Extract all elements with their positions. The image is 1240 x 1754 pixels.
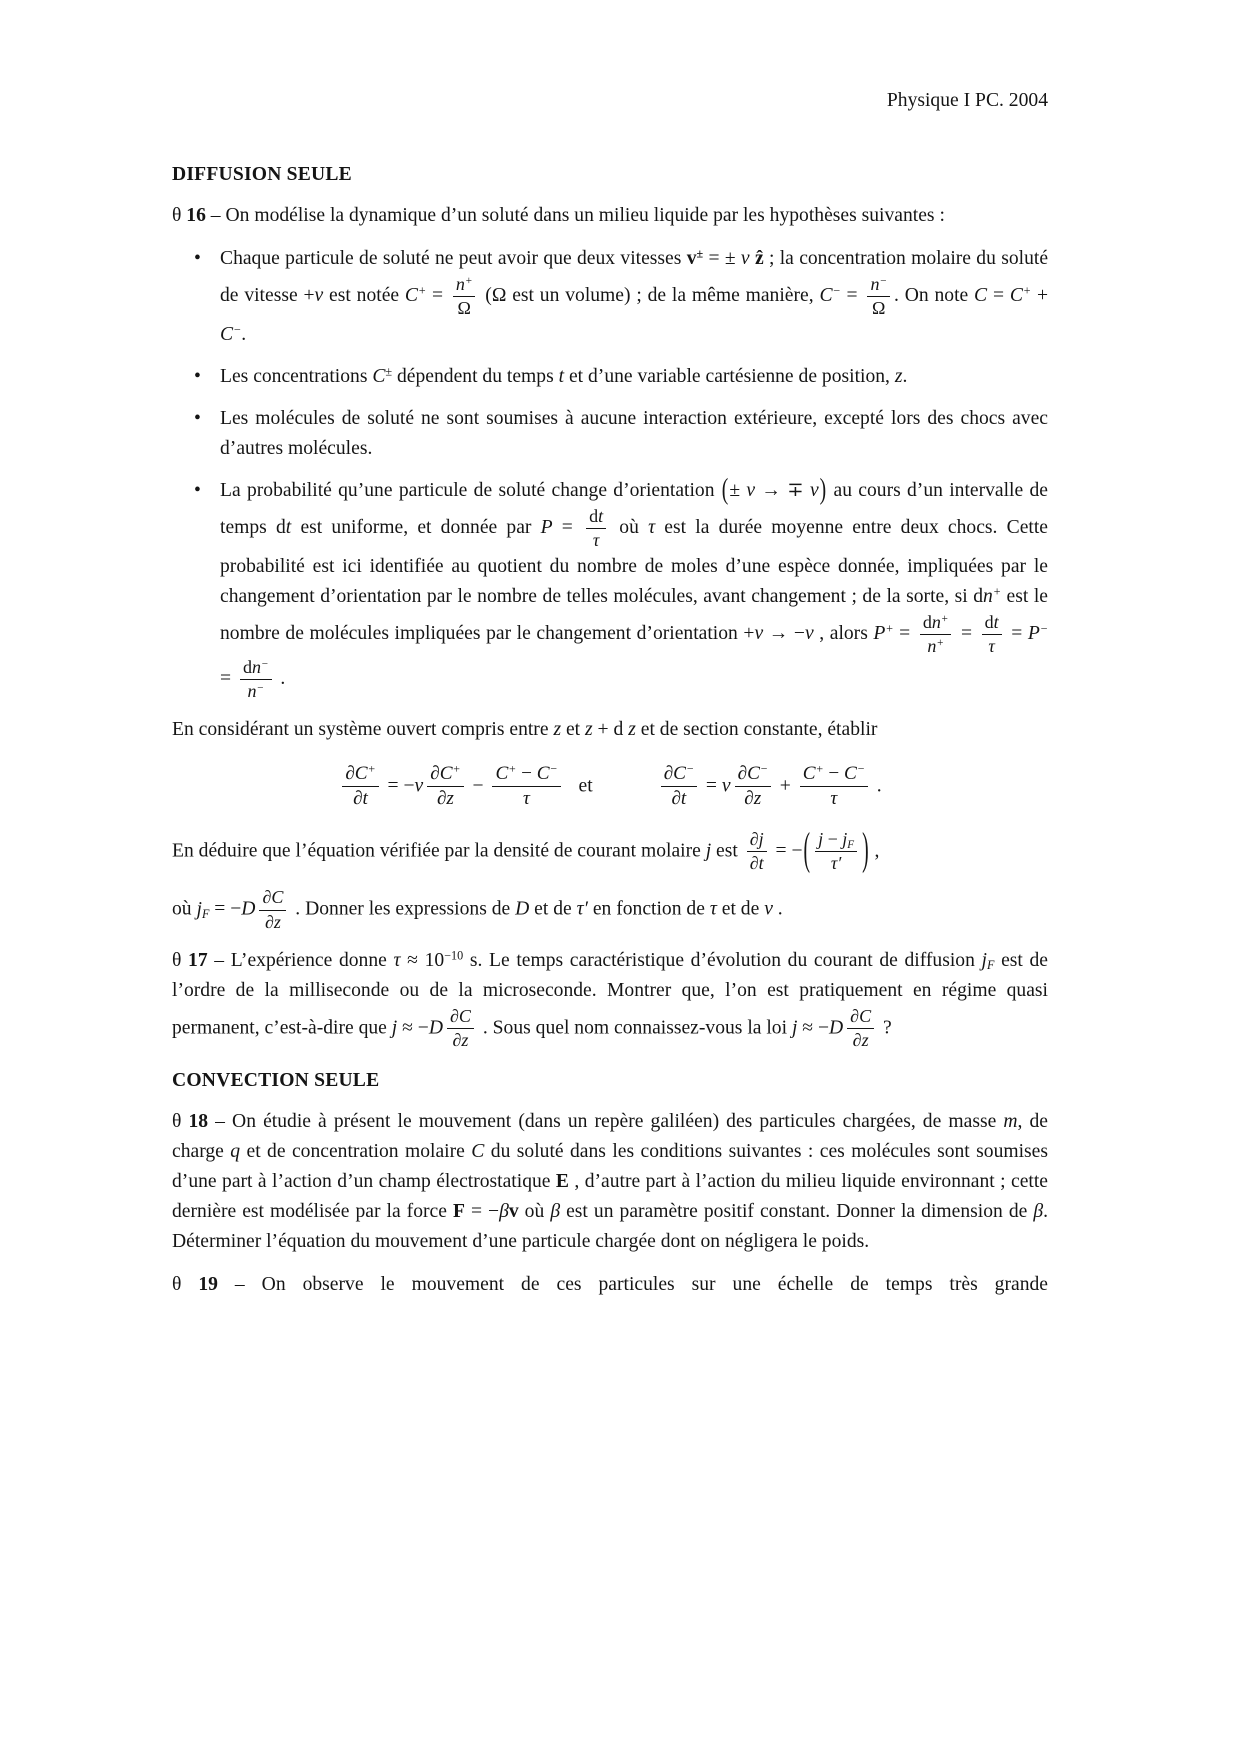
text-run: Ω	[872, 298, 886, 319]
math-run: t	[285, 517, 292, 539]
text-run: ≈ $10^{-10}$	[400, 948, 464, 971]
math-run: C−	[819, 283, 841, 307]
bold-run: 16	[186, 205, 206, 226]
bullet-icon: •	[194, 248, 201, 269]
text-run: = −	[464, 1200, 500, 1222]
text-run: au cours d’un intervalle de temps d	[220, 479, 1048, 539]
text-run: −	[467, 775, 489, 797]
fraction	[815, 829, 857, 875]
bullet-icon: •	[194, 407, 201, 429]
text-run: Ω	[457, 298, 471, 319]
text-run: Les molécules de soluté ne sont soumises à aucune interaction extérieure, excepté lors des chocs avec d’autres molécules.	[220, 407, 1048, 459]
math-run: t	[598, 506, 604, 527]
fraction-bar	[661, 786, 697, 787]
text-run: ∂	[262, 887, 272, 908]
numerator	[815, 829, 857, 850]
text-run: et de	[716, 898, 765, 920]
denominator	[869, 298, 888, 319]
numerator	[735, 763, 771, 786]
text-run: et	[578, 775, 593, 797]
denominator	[747, 853, 767, 874]
math-run: t	[362, 788, 368, 810]
math-run: $j_F$	[842, 828, 855, 851]
bullet-icon: •	[194, 365, 201, 387]
text-run: où	[610, 517, 649, 539]
math-run: C	[458, 1006, 471, 1026]
text-run: et de section constante, établir	[635, 718, 878, 740]
text-run: d	[922, 611, 932, 632]
text-run: est notée	[323, 285, 405, 307]
fraction-bar	[342, 786, 378, 787]
text-run: =	[840, 285, 864, 307]
text-run: θ	[172, 1110, 189, 1132]
text-run: d	[984, 611, 994, 632]
text-run: est uniforme, et donnée par	[291, 517, 541, 539]
math-run: z	[861, 1030, 869, 1051]
numerator	[847, 1006, 874, 1027]
text-run: .	[772, 898, 783, 920]
math-run: n−	[247, 681, 264, 702]
text-run: ∂	[737, 762, 748, 784]
math-run: τ	[988, 635, 995, 656]
text-run: θ	[172, 205, 187, 226]
math-run: m	[1003, 1110, 1018, 1132]
math-run: n−	[251, 657, 269, 678]
fraction	[867, 274, 890, 320]
denominator	[828, 853, 844, 874]
math-run: v	[414, 775, 424, 797]
text-run: = −	[209, 898, 242, 920]
fraction	[747, 829, 767, 875]
big-paren: )	[819, 474, 827, 507]
text-run: d	[242, 657, 252, 678]
fraction-bar	[982, 634, 1002, 635]
fraction-bar	[492, 786, 560, 787]
math-run: n+	[927, 635, 944, 656]
bullet-item	[172, 404, 1048, 464]
numerator	[920, 612, 952, 633]
text-run: .	[241, 323, 247, 345]
denominator	[262, 912, 284, 933]
math-run: v	[764, 898, 773, 920]
math-run: v	[746, 479, 756, 501]
fraction-bar	[240, 679, 272, 680]
text-run: En déduire que l’équation vérifiée par la densité de courant molaire	[172, 840, 706, 862]
text-run: ∂	[430, 762, 440, 784]
math-run: C−	[220, 321, 242, 345]
text-run: – On observe le mouvement de ces particules sur une échelle de temps très grande	[217, 1273, 1048, 1295]
text-run: dépendent du temps	[392, 365, 559, 387]
paragraph	[172, 715, 1048, 745]
fraction-bar	[847, 1028, 874, 1029]
text-run: −	[516, 762, 537, 784]
math-run: z	[461, 1030, 469, 1051]
numerator	[586, 506, 606, 527]
math-run: n+	[455, 274, 473, 294]
text-run: et de	[529, 898, 577, 920]
big-paren: (	[721, 474, 729, 507]
fraction-bar	[735, 786, 771, 787]
math-run: z	[894, 365, 903, 387]
math-run: C+	[495, 761, 517, 784]
text-run: . Donner les expressions de	[290, 898, 516, 920]
bullet-content	[220, 408, 1048, 459]
text-run: Chaque particule de soluté ne peut avoir que deux vitesses	[220, 248, 687, 269]
denominator	[924, 636, 947, 657]
vector-run: E	[555, 1170, 569, 1192]
math-run: τ′	[830, 853, 842, 874]
text-run: + d	[592, 718, 629, 740]
denominator	[985, 636, 997, 657]
text-run: , de charge	[172, 1110, 1048, 1162]
text-run: +	[774, 775, 796, 797]
text-run: =	[220, 668, 236, 690]
bullet-item	[172, 362, 1048, 392]
bullet-list	[172, 244, 1048, 703]
text-run: Les concentrations	[220, 365, 373, 387]
math-run: C+	[1009, 283, 1032, 307]
math-run: n−	[870, 274, 887, 294]
math-run: D	[428, 1017, 443, 1039]
paragraph	[172, 826, 1048, 875]
text-run: = ±	[703, 248, 741, 269]
math-run: C	[974, 285, 988, 307]
paragraph	[172, 887, 1048, 933]
fraction-bar	[259, 910, 286, 911]
denominator	[520, 788, 533, 811]
numerator	[747, 829, 767, 850]
denominator	[850, 1030, 872, 1051]
text-run: du soluté dans les conditions suivantes : ces molécules sont soumises d’une part à l’action d’un champ électrostatique	[172, 1140, 1048, 1192]
fraction-bar	[800, 786, 868, 787]
fraction-bar	[453, 296, 476, 297]
math-run: t	[680, 788, 687, 810]
math-run: t	[993, 611, 999, 632]
math-run: C	[471, 1140, 485, 1162]
text-run: où	[518, 1200, 551, 1222]
text-run: → −	[763, 622, 805, 644]
numerator	[342, 763, 378, 786]
text-run: est la durée moyenne entre deux chocs. Cette probabilité est ici identifiée au quotient du nombre de moles d’une espèce donnée, impliquées par le changement d’orientation par le nombre de telles molécules, avant changement ; de la sorte, si d	[220, 517, 1048, 607]
bullet-content	[220, 474, 1049, 702]
bold-run: 17	[188, 950, 208, 971]
math-run: j	[758, 828, 764, 849]
math-run: τ′	[576, 898, 588, 920]
text-run: −	[823, 828, 843, 849]
text-run: ∂	[671, 788, 681, 810]
text-run: , alors	[813, 622, 874, 644]
fraction	[427, 763, 463, 811]
bullet-item	[172, 476, 1048, 703]
math-run: P	[540, 517, 553, 539]
math-run: $j_F$	[981, 950, 995, 973]
text-run: ∂	[744, 788, 754, 810]
fraction-bar	[867, 296, 890, 297]
fraction	[920, 612, 952, 658]
text-run: =	[426, 285, 449, 307]
math-run: C−	[844, 761, 865, 784]
math-run: j	[791, 1017, 798, 1039]
math-run: C−	[673, 761, 695, 784]
denominator	[350, 788, 371, 811]
text-run: ≈ −	[797, 1017, 830, 1039]
math-run: C	[859, 1006, 872, 1026]
fraction	[661, 763, 697, 811]
fraction-bar	[815, 851, 857, 852]
math-run: C	[271, 887, 284, 908]
bullet-icon: •	[194, 479, 201, 501]
text-run: et d’une variable cartésienne de position,	[564, 365, 895, 387]
math-run: z	[753, 788, 762, 810]
text-run: =	[893, 622, 916, 644]
text-run: , d’autre part à l’action du milieu liquide environnant ; cette dernière est modélisée par la force	[172, 1170, 1048, 1222]
text-run: ∂	[852, 1030, 862, 1051]
text-run: ∂	[749, 828, 759, 849]
math-run: j	[705, 840, 712, 862]
fraction	[586, 506, 606, 552]
math-run: t	[758, 853, 764, 874]
math-run: β	[550, 1200, 561, 1222]
text-run: ?	[878, 1017, 892, 1039]
text-run: en fonction de	[587, 898, 710, 920]
vector-run: v±	[686, 246, 704, 269]
math-run: q	[230, 1140, 241, 1162]
text-run: −	[823, 762, 845, 784]
paragraph	[172, 1107, 1048, 1257]
text-run: θ	[172, 1273, 199, 1295]
math-run: $j_F$	[196, 898, 210, 921]
fraction	[492, 763, 560, 811]
math-run: v	[740, 248, 750, 269]
text-run: où	[172, 898, 197, 920]
math-run: D	[829, 1017, 844, 1039]
numerator	[453, 274, 476, 295]
math-run: β	[499, 1200, 509, 1222]
math-run: n+	[931, 611, 949, 632]
text-run: = −	[382, 775, 415, 797]
denominator	[827, 788, 840, 811]
text-run: θ	[172, 950, 189, 971]
text-run: ∂	[450, 1006, 459, 1026]
denominator	[741, 788, 764, 811]
text-run: La probabilité qu’une particule de soluté change d’orientation	[220, 479, 721, 501]
fraction	[342, 763, 378, 811]
text-run: . Sous quel nom connaissez-vous la loi	[477, 1017, 792, 1039]
math-run: v	[314, 285, 324, 307]
text-run: et de concentration molaire	[240, 1140, 472, 1162]
text-run: ; la concentration molaire du soluté de vitesse +	[220, 248, 1049, 307]
math-run: τ	[592, 530, 600, 551]
math-run: z	[553, 718, 562, 740]
math-run: C+	[802, 761, 824, 784]
math-run: τ	[830, 788, 838, 810]
math-run: τ	[393, 950, 401, 971]
math-run: C+	[404, 283, 427, 307]
fraction	[800, 763, 868, 811]
text-run: ∂	[850, 1006, 860, 1026]
text-run: et	[561, 718, 586, 740]
display-equation	[172, 763, 1048, 811]
math-run: v	[804, 622, 814, 644]
numerator	[982, 612, 1002, 633]
big-paren: (	[803, 826, 811, 875]
numerator	[492, 763, 560, 786]
fraction	[447, 1006, 474, 1052]
text-run: =	[987, 285, 1010, 307]
vector-run: v	[508, 1200, 519, 1222]
fraction	[240, 657, 272, 703]
text-run: +	[1031, 285, 1049, 307]
bold-run: 18	[188, 1110, 209, 1132]
math-run: n+	[983, 583, 1002, 607]
fraction-bar	[586, 528, 606, 529]
math-run: C+	[439, 761, 461, 784]
text-run: ≈ −	[397, 1017, 429, 1039]
text-run: .	[275, 668, 286, 690]
math-run: j	[391, 1017, 398, 1039]
denominator	[434, 788, 457, 811]
section-heading	[172, 1066, 1048, 1096]
text-run: (Ω est un volume) ; de la même manière,	[479, 285, 820, 307]
vector-run: F	[452, 1200, 465, 1222]
text-run: =	[955, 622, 978, 644]
math-run: C−	[747, 761, 768, 784]
text-run: ∂	[452, 1030, 462, 1051]
spacer	[565, 790, 579, 791]
math-run: D	[241, 898, 256, 920]
numerator	[259, 887, 286, 908]
text-run: =	[552, 517, 583, 539]
math-run: z	[628, 718, 636, 740]
fraction	[982, 612, 1002, 658]
text-run: – On étudie à présent le mouvement (dans un repère galiléen) des particules chargées, de masse	[208, 1110, 1004, 1132]
text-run: .	[871, 775, 882, 797]
math-run: j	[818, 828, 824, 849]
math-run: P+	[873, 621, 894, 644]
fraction-bar	[427, 786, 463, 787]
text-run: . Déterminer l’équation du mouvement d’une particule chargée dont on négligera le poids.	[172, 1200, 1049, 1252]
fraction	[847, 1006, 874, 1052]
text-run: ∂	[436, 788, 447, 810]
text-run: d	[589, 506, 599, 527]
text-run: ±	[729, 479, 747, 501]
math-run: C±	[372, 363, 393, 387]
text-run: est un paramètre positif constant. Donner la dimension de	[560, 1200, 1034, 1222]
math-run: τ	[523, 788, 530, 810]
bold-run: CONVECTION SEULE	[172, 1069, 380, 1091]
bullet-content	[220, 363, 908, 387]
big-paren: )	[862, 826, 869, 875]
text-run: est le nombre de molécules impliquées par le changement d’orientation +	[220, 585, 1048, 644]
math-run: P−	[1027, 621, 1049, 644]
numerator	[661, 763, 697, 786]
text-run: est de l’ordre de la milliseconde ou de la microseconde. Montrer que, l’on est pratiquement en régime quasi permanent, c’est-à-dire que	[172, 950, 1048, 1039]
denominator	[668, 788, 689, 811]
denominator	[244, 681, 267, 702]
math-run: τ	[709, 898, 717, 920]
text-run: – L’expérience donne	[207, 950, 394, 971]
math-run: C−	[536, 761, 558, 784]
paragraph	[172, 201, 1048, 231]
denominator	[590, 530, 602, 551]
text-run: ∂	[663, 762, 674, 784]
text-run: ∂	[749, 853, 759, 874]
fraction-bar	[447, 1028, 474, 1029]
bold-run: DIFFUSION SEULE	[172, 164, 352, 185]
text-run: ∂	[353, 788, 363, 810]
numerator	[867, 274, 890, 295]
fraction	[259, 887, 286, 933]
text-run: – On modélise la dynamique d’un soluté dans un milieu liquide par les hypothèses suivantes :	[205, 205, 945, 226]
text-run: = −	[770, 840, 803, 862]
math-run: t	[558, 365, 565, 387]
math-run: z	[446, 788, 454, 810]
document-body	[172, 160, 1048, 1300]
bullet-item	[172, 244, 1048, 350]
denominator	[455, 298, 474, 319]
math-run: v	[721, 775, 731, 797]
text-run: → ∓	[755, 479, 810, 501]
running-header: Physique I PC. 2004	[886, 90, 1048, 111]
numerator	[427, 763, 463, 786]
math-run: z	[585, 718, 593, 740]
vector-run: ẑ	[754, 248, 764, 269]
bold-run: 19	[198, 1273, 218, 1295]
math-run: C+	[354, 761, 376, 784]
text-run: ,	[869, 840, 880, 862]
section-heading	[172, 160, 1048, 190]
text-run: . On note	[893, 285, 975, 307]
spacer	[593, 790, 657, 791]
text-run: En considérant un système ouvert compris entre	[172, 718, 554, 740]
math-run: D	[515, 898, 530, 920]
numerator	[800, 763, 868, 786]
text-run: s. Le temps caractéristique d’évolution du courant de diffusion	[463, 950, 982, 971]
denominator	[450, 1030, 472, 1051]
text-run: ∂	[345, 762, 355, 784]
fraction	[453, 274, 476, 320]
text-run: est	[711, 840, 743, 862]
text-run: .	[902, 365, 908, 387]
bullet-content	[220, 248, 1048, 345]
math-run: v	[754, 622, 764, 644]
text-run: ∂	[264, 911, 274, 932]
fraction-bar	[747, 851, 767, 852]
numerator	[447, 1006, 474, 1027]
paragraph	[172, 1270, 1048, 1300]
math-run: v	[809, 479, 819, 501]
paragraph	[172, 946, 1048, 1052]
numerator	[240, 657, 272, 678]
fraction	[735, 763, 771, 811]
text-run: =	[1005, 622, 1028, 644]
math-run: β	[1033, 1200, 1044, 1222]
text-run: =	[701, 775, 722, 797]
math-run: z	[273, 911, 281, 932]
math-run: τ	[648, 517, 656, 539]
fraction-bar	[920, 634, 952, 635]
